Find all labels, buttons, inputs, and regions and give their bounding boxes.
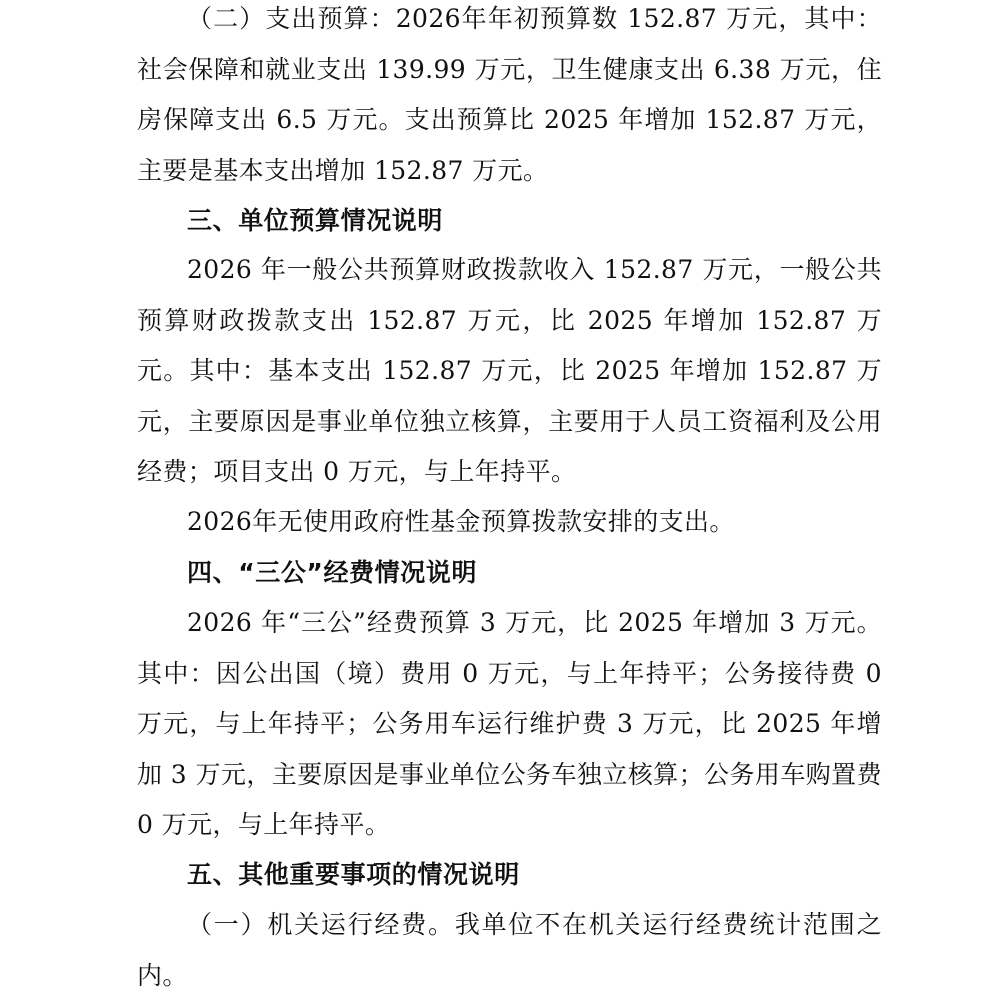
section-three-paragraph-2: 2026年无使用政府性基金预算拨款安排的支出。 [187,507,735,536]
section-five-heading: 五、其他重要事项的情况说明 [187,860,520,889]
section-three-heading: 三、单位预算情况说明 [187,206,444,235]
section-five-paragraph-1: （一）机关运行经费。我单位不在机关运行经费统计范围之内。 [137,910,882,990]
section-four-heading: 四、“三公”经费情况说明 [187,558,478,587]
section-three-paragraph-1: 2026 年一般公共预算财政拨款收入 152.87 万元，一般公共预算财政拨款支出 152.87 万元，比 2025 年增加 152.87 万元。其中：基本支出 152.87 万元，比 2025 年增加 152.87 万元，主要原因是事业单位独立核算，主要用于人员工资福利及公用经费；项目支出 0 万元，与上年持平。 [137,255,882,486]
section-four-paragraph: 2026 年“三公”经费预算 3 万元，比 2025 年增加 3 万元。其中：因公出国（境）费用 0 万元，与上年持平；公务接待费 0 万元，与上年持平；公务用车运行维护费 3 万元，比 2025 年增加 3 万元，主要原因是事业单位公务车独立核算；公务用车购置费 0 万元，与上年持平。 [137,608,882,839]
expense-budget-paragraph: （二）支出预算：2026年年初预算数 152.87 万元，其中：社会保障和就业支出 139.99 万元，卫生健康支出 6.38 万元，住房保障支出 6.5 万元。支出预算比 2025 年增加 152.87 万元，主要是基本支出增加 152.87 万元。 [137,4,882,185]
